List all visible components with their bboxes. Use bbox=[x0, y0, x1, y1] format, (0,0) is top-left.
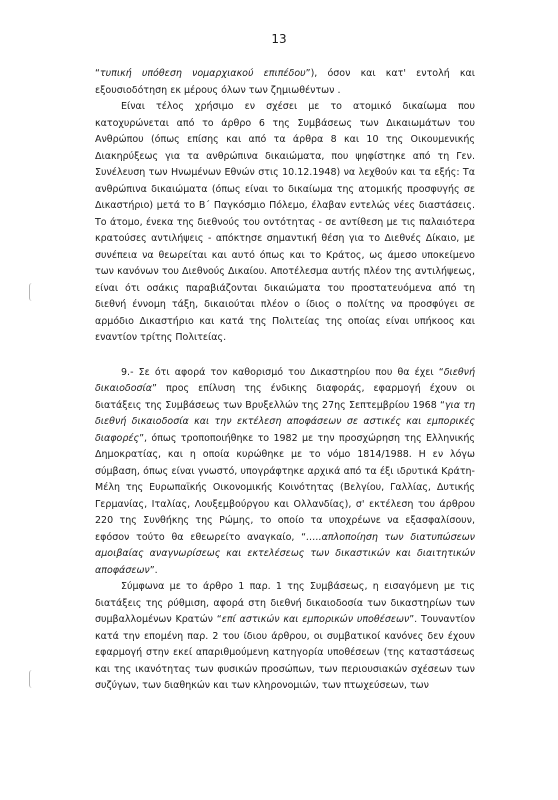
paragraph-p2 bbox=[95, 365, 475, 580]
text-run: ”, όπως τροποποιήθηκε το 1982 με την προσχώρηση της Ελληνικής Δημοκρατίας, και η οποία κυρώθηκε με το νόμο 1814/1988. Η εν λόγω σύμβαση, όπως είναι γνωστό, υπογράφτηκε αρχικά από τα έξι ιδρυτικά Κράτη-Μέλη της Ευρωπαϊκής Οικονομικής Κοινότητας (Βελγίου, Γαλλίας, Δυτικής Γερμανίας, Ιταλίας, Λουξεμβούργου και Ολλανδίας), σ' εκτέλεση του άρθρου 220 της Συνθήκης της Ρώμης, το οποίο τα υποχρέωνε να εξασφαλίσουν, εφόσον τούτο θα εθεωρείτο αναγκαίο, “ bbox=[95, 432, 475, 543]
paragraph-p0 bbox=[95, 66, 475, 99]
text-run: 9.- Σε ότι αφορά τον καθορισμό του Δικαστηρίου που θα έχει “ bbox=[121, 366, 444, 378]
italic-quote: τυπική υπόθεση νομαρχιακού επιπέδου bbox=[99, 68, 306, 79]
text-run: ”), όσον και κατ' εντολή και εξουσιοδότηση εκ μέρους όλων των ζημιωθέντων . bbox=[95, 68, 475, 96]
body-text bbox=[95, 66, 475, 695]
paragraph-p1 bbox=[95, 99, 475, 347]
text-run: “ bbox=[95, 68, 100, 79]
paragraph-p3 bbox=[95, 579, 475, 695]
binding-hole-mark bbox=[29, 283, 33, 301]
page-number: 13 bbox=[271, 32, 287, 46]
italic-quote: επί αστικών και εμπορικών υποθέσεων bbox=[221, 614, 410, 625]
italic-quote: για τη διεθνή δικαιοδοσία και την εκτέλεση αποφάσεων σε αστικές και εμπορικές διαφορές bbox=[95, 399, 475, 444]
text-run: Σύμφωνα με το άρθρο 1 παρ. 1 της Συμβάσεως, η εισαγόμενη με τις διατάξεις της ρύθμιση, αφορά στη διεθνή δικαιοδοσία των δικαστηρίων των συμβαλλομένων Κρατών “ bbox=[95, 581, 475, 625]
text-run: ”. bbox=[149, 564, 158, 576]
text-run: ”. Τουναντίον κατά την επομένη παρ. 2 του ίδιου άρθρου, οι συμβατικοί κανόνες δεν έχουν εφαρμογή στην εκεί απαριθμούμενη κατηγορία υποθέσεων (της καταστάσεως και της ικανότητας των φυσικών προσώπων, των περιουσιακών σχέσεων των συζύγων, των διαθηκών και των κληρονομιών, των πτωχεύσεων, των bbox=[95, 614, 476, 691]
italic-quote: διεθνή δικαιοδοσία bbox=[95, 366, 475, 394]
italic-quote: …..απλοποίηση των διατυπώσεων αμοιβαίας αναγνωρίσεως και εκτελέσεως των δικαστικών και διαιτητικών αποφάσεων bbox=[95, 531, 475, 576]
text-run: ” προς επίλυση της ένδικης διαφοράς, εφαρμογή έχουν οι διατάξεις της Συμβάσεως των Βρυξελλών της 27ης Σεπτεμβρίου 1968 “ bbox=[95, 383, 475, 411]
text-run: Είναι τέλος χρήσιμο εν σχέσει με το ατομικό δικαίωμα που κατοχυρώνεται από το άρθρο 6 της Συμβάσεως των Δικαιωμάτων του Ανθρώπου (όπως επίσης και από τα άρθρα 8 και 10 της Οικουμενικής Διακηρύξεως για τα ανθρώπινα δικαιώματα, που ψηφίστηκε από τη Γεν. Συνέλευση των Ηνωμένων Εθνών στις 10.12.1948) να λεχθούν και τα εξής: Τα ανθρώπινα δικαιώματα (όπως είναι το δικαίωμα της ατομικής προσφυγής σε Δικαστήριο) μετά το Β΄ Παγκόσμιο Πόλεμο, έλαβαν εντελώς νέες διαστάσεις. Το άτομο, ένεκα της διεθνούς του οντότητας - σε αντίθεση με τις παλαιότερα κρατούσες αντιλήψεις - απόκτησε σημαντική θέση για το Διεθνές Δίκαιο, με συνέπεια να θεωρείται και αυτό όπως και το Κράτος, ως άμεσο υποκείμενο των κανόνων του Διεθνούς Δικαίου. Αποτέλεσμα αυτής πλέον της αντιλήψεως, είναι ότι οσάκις παραβιάζονται δικαιώματα του προστατευόμενα από τη διεθνή έννομη τάξη, δικαιούται πλέον ο ίδιος ο πολίτης να προσφύγει σε αρμόδιο Δικαστήριο και κατά της Πολιτείας της οποίας είναι υπήκοος και εναντίον τρίτης Πολιτείας. bbox=[95, 101, 475, 343]
binding-hole-mark bbox=[29, 670, 33, 688]
